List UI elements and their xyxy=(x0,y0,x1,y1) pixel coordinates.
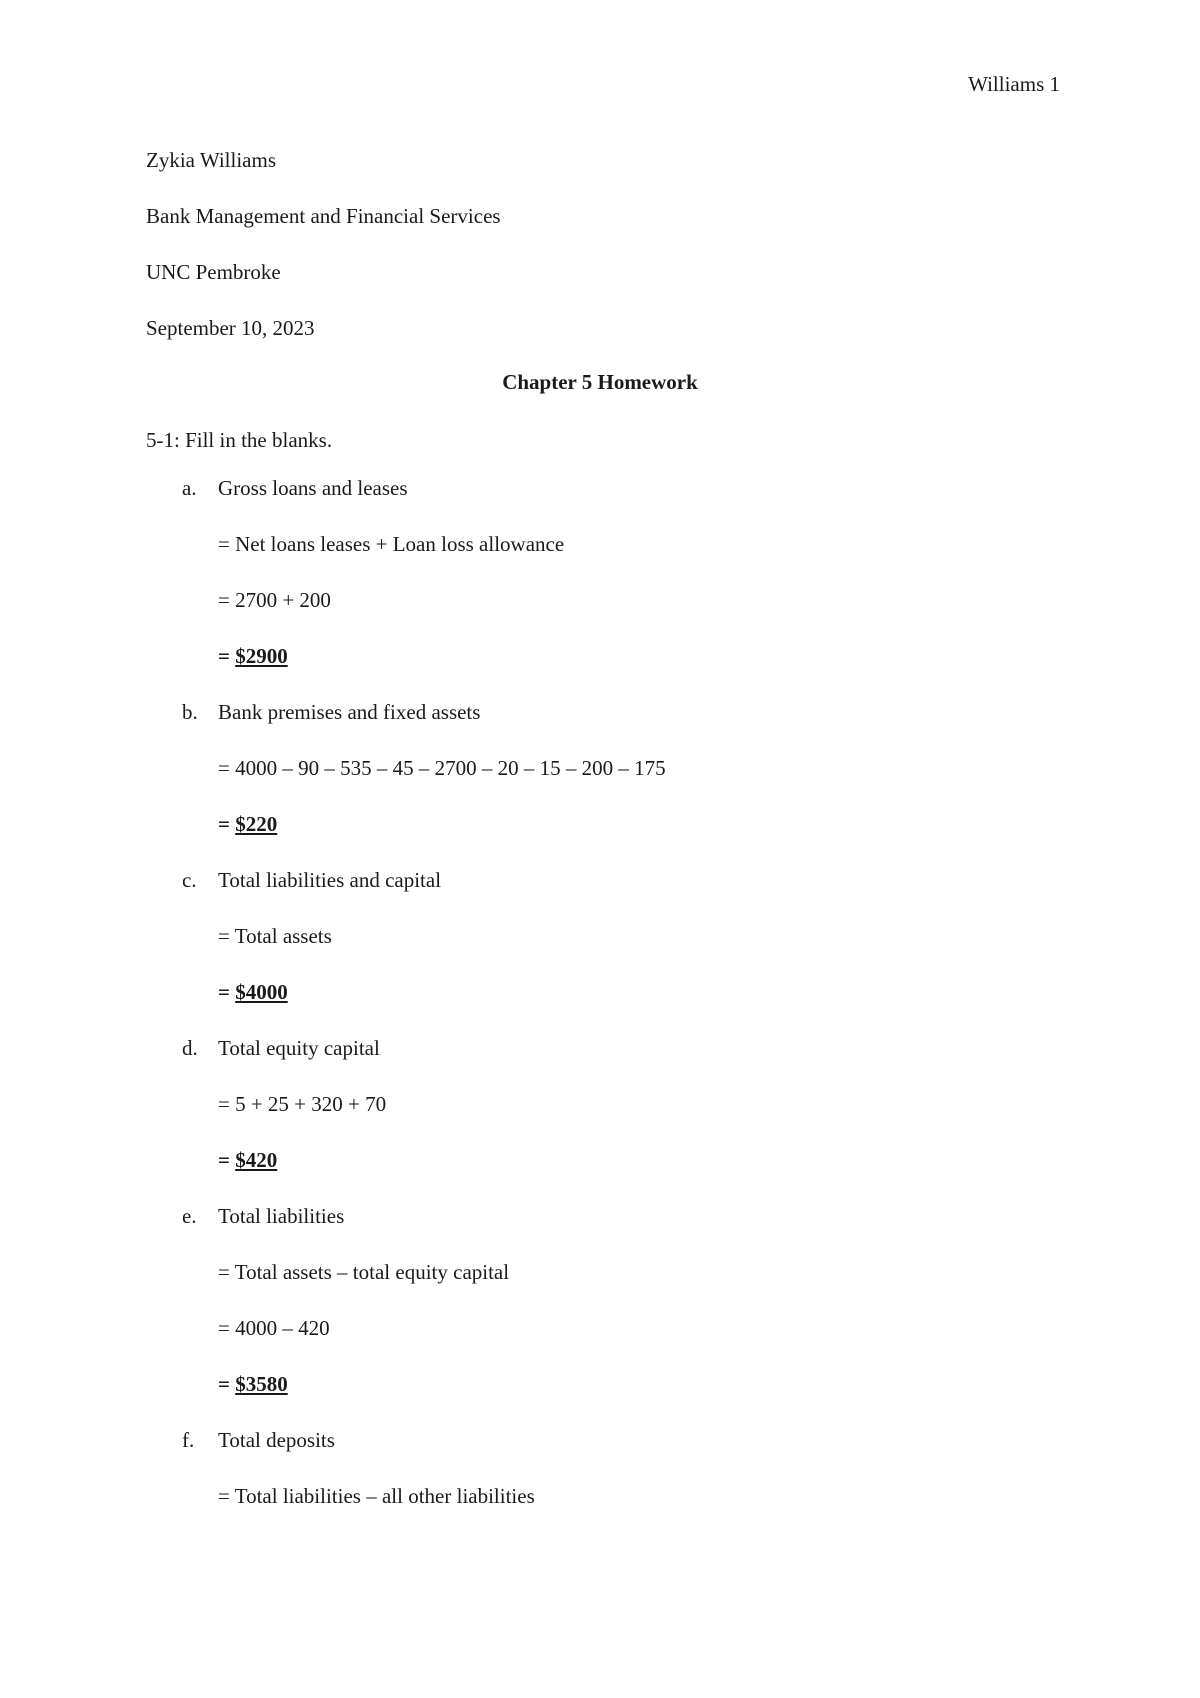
document-date: September 10, 2023 xyxy=(146,316,315,340)
page-title: Chapter 5 Homework xyxy=(502,370,698,394)
answer-line: = $220 xyxy=(218,812,278,836)
calc-step: = Total assets xyxy=(218,924,332,948)
answer-line: = $3580 xyxy=(218,1372,288,1396)
answer-line: = $2900 xyxy=(218,644,288,668)
item-label: Gross loans and leases xyxy=(218,476,408,500)
list-marker: a. xyxy=(182,476,197,500)
item-label: Total equity capital xyxy=(218,1036,380,1060)
school-name: UNC Pembroke xyxy=(146,260,281,284)
question-prompt: 5-1: Fill in the blanks. xyxy=(146,428,333,452)
list-marker: e. xyxy=(182,1204,197,1228)
list-item-b xyxy=(182,700,480,725)
list-marker: b. xyxy=(182,700,198,724)
answer-value: $220 xyxy=(235,812,278,836)
student-name: Zykia Williams xyxy=(146,148,276,172)
answer-value: $4000 xyxy=(235,980,288,1004)
item-label: Total liabilities and capital xyxy=(218,868,442,892)
item-label: Bank premises and fixed assets xyxy=(218,700,481,724)
list-item-a xyxy=(182,476,408,501)
item-label: Total liabilities xyxy=(218,1204,345,1228)
answer-value: $3580 xyxy=(235,1372,288,1396)
calc-step: = Total liabilities – all other liabilities xyxy=(218,1484,535,1508)
list-item-c xyxy=(182,868,441,893)
answer-value: $420 xyxy=(235,1148,278,1172)
calc-step: = 4000 – 420 xyxy=(218,1316,330,1340)
list-item-f xyxy=(182,1428,335,1453)
answer-line: = $4000 xyxy=(218,980,288,1004)
list-marker: d. xyxy=(182,1036,198,1060)
calc-step: = Net loans leases + Loan loss allowance xyxy=(218,532,565,556)
answer-line: = $420 xyxy=(218,1148,278,1172)
list-item-e xyxy=(182,1204,344,1229)
item-label: Total deposits xyxy=(218,1428,335,1452)
list-marker: c. xyxy=(182,868,197,892)
calc-step: = 5 + 25 + 320 + 70 xyxy=(218,1092,387,1116)
answer-value: $2900 xyxy=(235,644,288,668)
list-item-d xyxy=(182,1036,380,1061)
list-marker: f. xyxy=(182,1428,195,1452)
course-name: Bank Management and Financial Services xyxy=(146,204,501,228)
calc-step: = Total assets – total equity capital xyxy=(218,1260,510,1284)
running-head: Williams 1 xyxy=(968,72,1060,96)
calc-step: = 4000 – 90 – 535 – 45 – 2700 – 20 – 15 – 200 – 175 xyxy=(218,756,666,780)
calc-step: = 2700 + 200 xyxy=(218,588,331,612)
